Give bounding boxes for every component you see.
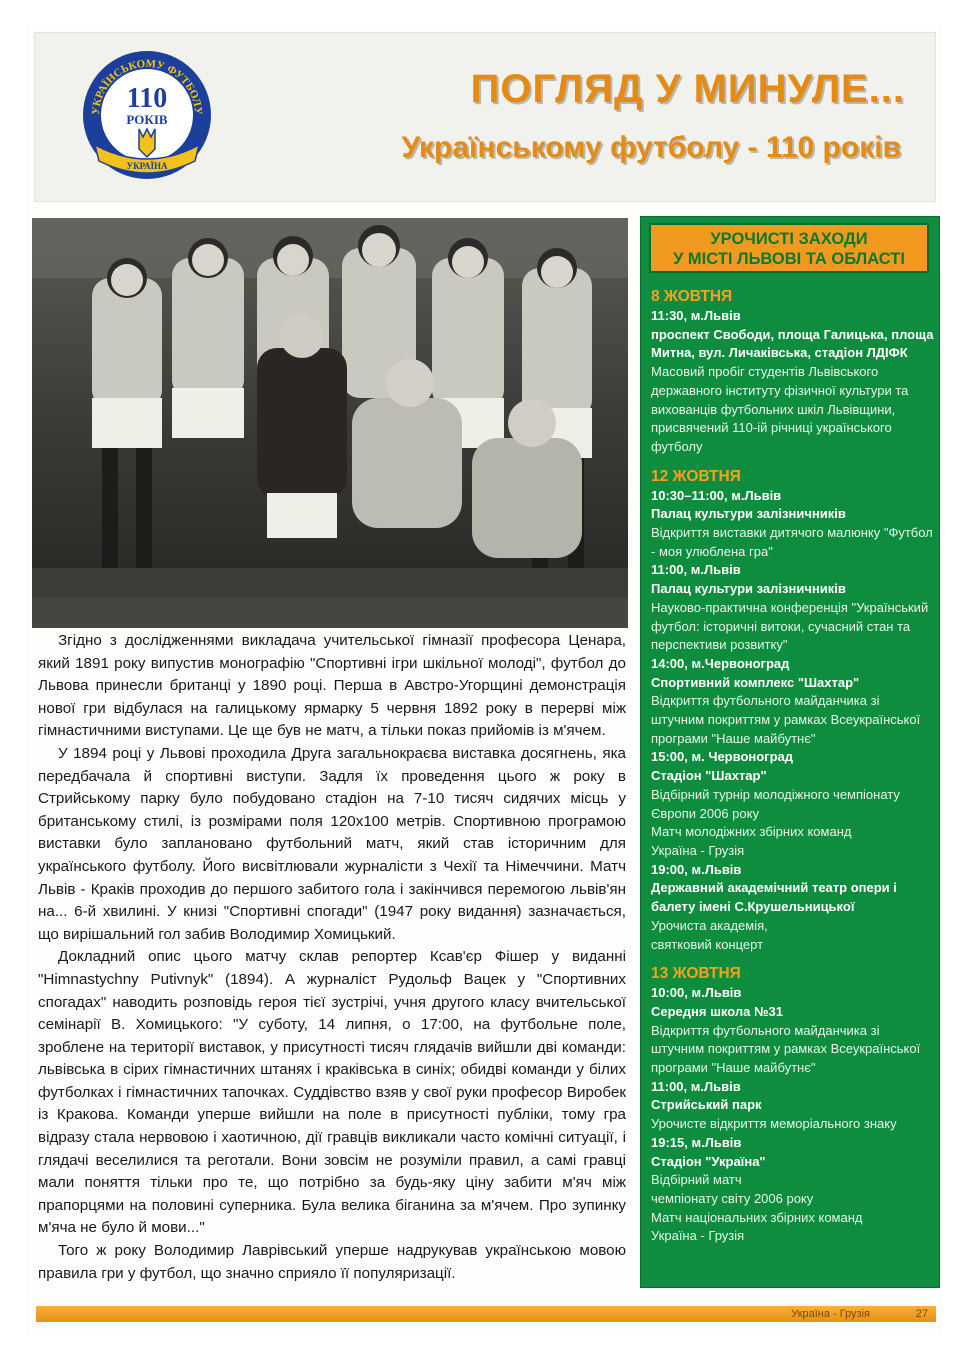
logo-years: РОКІВ xyxy=(126,112,168,127)
event-place: Палац культури залізничників xyxy=(651,506,846,522)
event-description: Відбірний матч чемпіонату світу 2006 року Матч національних збірних команд Україна - Грузія xyxy=(651,1172,863,1244)
event-place: проспект Свободи, площа Галицька, площа Митна, вул. Личаківська, стадіон ЛДІФК xyxy=(651,326,934,361)
event-time: 15:00, м. Червоноград xyxy=(651,749,794,765)
event-description: Відкриття виставки дитячого малюнку "Футбол - моя улюблена гра" xyxy=(651,525,933,559)
event-time: 11:30, м.Львів xyxy=(651,308,741,323)
logo-number: 110 xyxy=(126,83,168,114)
footer-match-label: Україна - Грузія xyxy=(791,1308,870,1320)
page-footer xyxy=(36,1306,936,1322)
event-description: Урочисте відкриття меморіального знаку xyxy=(651,1116,897,1132)
event-time: 14:00, м.Червоноград xyxy=(651,655,790,671)
event-description: Урочиста академія, святковий концерт xyxy=(651,917,768,952)
event-description: Відбірний турнір молодіжного чемпіонату Європи 2006 року Матч молодіжних збірних команд Україна - Грузія xyxy=(651,786,900,858)
article-paragraph: У 1894 році у Львові проходила Друга загальнокраєва виставка досягнень, яка передбачала й спортивні виступи. Задля їх проведення цього ж року в Стрийському парку було побудовано стадіон на 7-10 тисяч сидячих місць у британському стилі, із розмірами поля 120х100 метрів. Спортивною програмою виставки було заплановано футбольний матч, який став історичним для українського футболу. Його висвітлювали журналісти з Чехії та Німеччини. Матч Львів - Краків проходив до першого забитого гола і закінчився перемогою львів'ян на... 6-й хвилині. У книзі "Спортивні спогади" (1947 року видання) зазначається, що вирішальний гол забив Володимир Хомицький. xyxy=(38,744,626,943)
event-place: Палац культури залізничників xyxy=(651,581,846,597)
sidebar-heading-line2: У МІСТІ ЛЬВОВІ ТА ОБЛАСТІ xyxy=(673,250,905,268)
event-date: 12 ЖОВТНЯ xyxy=(651,467,741,485)
event-place: Стадіон "Україна" xyxy=(651,1153,766,1169)
page-number: 27 xyxy=(915,1308,928,1320)
logo-ring-text: УКРАЇНСЬКОМУ ФУТБОЛУ xyxy=(89,57,205,116)
event-description: Науково-практична конференція "Український футбол: історичні витоки, сучасний стан та перспективи розвитку" xyxy=(651,599,929,653)
ukrainian-football-110-logo xyxy=(77,45,217,185)
team-photo xyxy=(32,218,628,628)
event-place: Стадіон "Шахтар" xyxy=(651,768,767,784)
article-body xyxy=(38,630,626,1285)
event-description: Масовий пробіг студентів Львівського державного інституту фізичної культури та вихованців футбольних шкіл Львівщини, присвячений 110-ій річниці українського футболу xyxy=(651,364,909,454)
event-time: 11:00, м.Львів xyxy=(651,562,741,578)
team-photo-image xyxy=(32,218,628,628)
event-day xyxy=(651,287,935,457)
page-subtitle: Українському футболу - 110 років xyxy=(401,131,901,164)
event-place: Спортивний комплекс "Шахтар" xyxy=(651,674,860,690)
article-paragraph: Того ж року Володимир Лаврівський уперше надрукував українською мовою правила гри у футбол, що значно сприяло її популяризації. xyxy=(38,1242,626,1282)
event-date: 8 ЖОВТНЯ xyxy=(651,288,733,305)
event-day xyxy=(651,467,935,955)
page-header xyxy=(34,32,936,202)
event-time: 10:00, м.Львів xyxy=(651,985,742,1001)
event-time: 11:00, м.Львів xyxy=(651,1078,741,1094)
events-sidebar xyxy=(640,216,940,1288)
article-paragraph: Докладний опис цього матчу склав репортер Ксав'єр Фішер у виданні "Himnastychny Putivnyk" (1894). А журналіст Рудольф Вацек у "Спортивних спогадах" наводить розповідь героя тієї зустрічі, учня другого класу вчительської семінарії В. Хомицького: "У суботу, 14 липня, о 17:00, на футбольне поле, зроблене на території виставок, у присутності тисяч глядачів вийшли дві команди: львівська в сірих гімнастичних штанях і краківська в синіх; обидві команди у білих футболках і гімнастичних тапочках. Суддівство взяв у свої руки професор Виробек із Кракова. Команди уперше вийшли на поле в присутності публіки, тому гра відразу стала нервовою і хаотичною, дії гравців викликали часто комічні ситуації, і глядачі веселилися та реготали. Вони зовсім не розуміли правил, а самі гравці мали поняття тільки про те, що потрібно за будь-яку ціну забити м'яч між прапорцями на половині суперника. Була велика біганина за м'ячем. Про зупинку м'яча не було й мови..." xyxy=(38,948,626,1237)
sidebar-events-list xyxy=(651,287,935,1256)
sidebar-heading xyxy=(649,223,929,273)
event-time: 19:15, м.Львів xyxy=(651,1134,742,1150)
event-day xyxy=(651,964,935,1246)
event-place: Середня школа №31 xyxy=(651,1003,783,1019)
page-title: ПОГЛЯД У МИНУЛЕ... xyxy=(470,67,905,111)
event-time: 10:30–11:00, м.Львів xyxy=(651,487,782,503)
logo-ribbon-text: УКРАЇНА xyxy=(126,161,168,171)
event-description: Відкриття футбольного майданчика зі штучним покриттям у рамках Всеукраїнської програми "Наше майбутнє" xyxy=(651,1022,921,1076)
event-description: Відкриття футбольного майданчика зі штучним покриттям у рамках Всеукраїнської програми "Наше майбутнє" xyxy=(651,693,921,746)
event-place: Стрийський парк xyxy=(651,1097,762,1113)
sidebar-heading-line1: УРОЧИСТІ ЗАХОДИ xyxy=(710,230,868,248)
event-time: 19:00, м.Львів xyxy=(651,861,742,877)
event-date: 13 ЖОВТНЯ xyxy=(651,965,741,983)
event-place: Державний академічний театр опери і балету імені С.Крушельницької xyxy=(651,880,897,915)
article-paragraph: Згідно з дослідженнями викладача учительської гімназії професора Ценара, який 1891 року випустив монографію "Спортивні ігри шкільної молоді", футбол до Львова принесли британці у 1890 році. Перша в Австро-Угорщині демонстрація нової гри відбулася на галицькому ярмарку 5 червня 1892 року в перерві між гімнастичними виступами. Це ще був не матч, а тільки показ прийомів із м'ячем. xyxy=(38,632,626,740)
